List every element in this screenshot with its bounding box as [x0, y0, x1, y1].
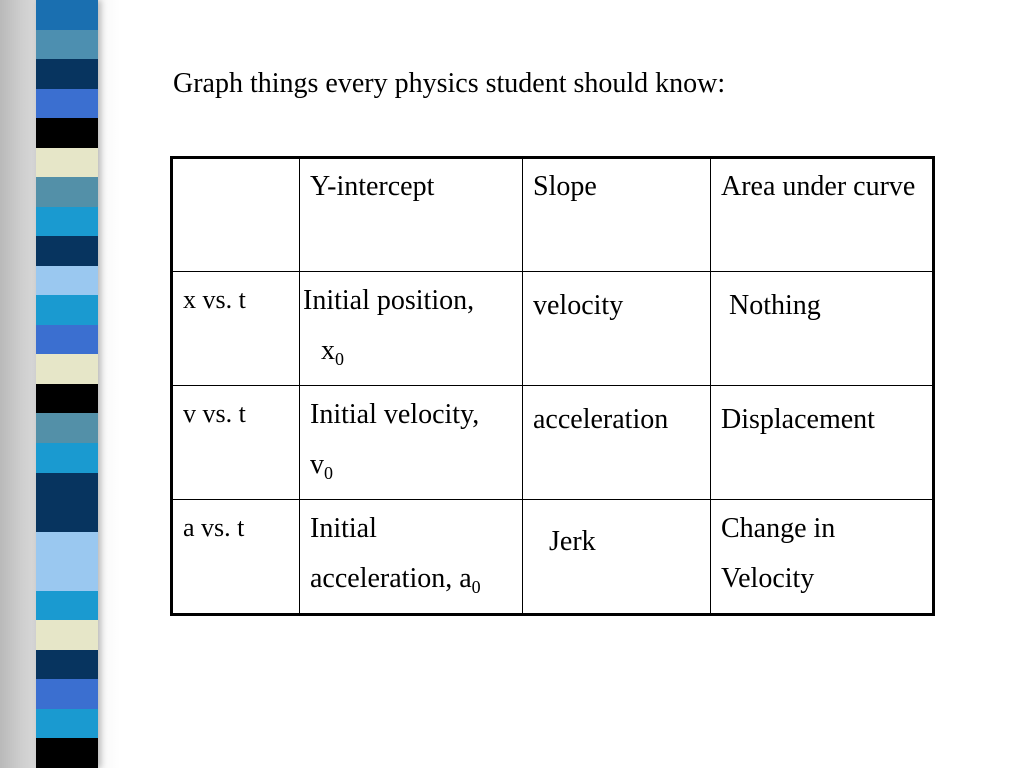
area-line-2: Velocity: [721, 563, 815, 594]
stripe-segment: [36, 738, 98, 768]
stripe-segment: [36, 30, 98, 60]
area-line-1: Change in: [721, 513, 836, 544]
intercept-text: Initial position,: [303, 285, 475, 316]
header-cell-y-intercept: Y-intercept: [300, 158, 523, 272]
intercept-symbol: acceleration, $a_0$: [310, 563, 481, 597]
header-cell-area: Area under curve: [711, 158, 934, 272]
intercept-text: Initial velocity,: [310, 399, 480, 430]
stripe-segment: [36, 59, 98, 89]
table-row: [172, 272, 934, 386]
cell-initial-acceleration: [300, 500, 523, 615]
stripe-segment: [36, 650, 98, 680]
cell-area-change-in-velocity: [711, 500, 934, 615]
stripe-segment: [36, 89, 98, 119]
intercept-text: Initial: [310, 513, 377, 544]
stripe-segment: [36, 443, 98, 473]
stripe-segment: [36, 118, 98, 148]
stripe-segment: [36, 620, 98, 650]
table-row: [172, 500, 934, 615]
stripe-segment: [36, 236, 98, 266]
cell-slope-jerk: Jerk: [523, 500, 711, 615]
stripe-segment: [36, 473, 98, 503]
header-cell-empty: [172, 158, 300, 272]
stripe-segment: [36, 325, 98, 355]
table-header-row: [172, 158, 934, 272]
stripe-segment: [36, 177, 98, 207]
stripe-segment: [36, 591, 98, 621]
stripe-segment: [36, 679, 98, 709]
intercept-symbol: $v_0$: [310, 449, 333, 483]
cell-initial-position: [300, 272, 523, 386]
stripe-segment: [36, 561, 98, 591]
stripe-segment: [36, 266, 98, 296]
stripe-segment: [36, 709, 98, 739]
stripe-segment: [36, 207, 98, 237]
table-row: [172, 386, 934, 500]
stripe-segment: [36, 148, 98, 178]
row-label-v-vs-t: v vs. t: [172, 386, 300, 500]
cell-area-nothing: Nothing: [711, 272, 934, 386]
row-label-a-vs-t: a vs. t: [172, 500, 300, 615]
stripe-segment: [36, 384, 98, 414]
header-cell-slope: Slope: [523, 158, 711, 272]
stripe-segment: [36, 502, 98, 532]
intercept-symbol: $x_0$: [321, 335, 344, 369]
stripe-segment: [36, 532, 98, 562]
stripe-segment: [36, 354, 98, 384]
stripe-segment: [36, 413, 98, 443]
row-label-x-vs-t: x vs. t: [172, 272, 300, 386]
slide-title: Graph things every physics student should know:: [173, 68, 726, 99]
decorative-color-stripe: [36, 0, 98, 768]
decorative-stripe-background: [0, 0, 120, 768]
stripe-segment: [36, 0, 98, 30]
stripe-segment: [36, 295, 98, 325]
cell-initial-velocity: [300, 386, 523, 500]
cell-slope-velocity: velocity: [523, 272, 711, 386]
cell-area-displacement: Displacement: [711, 386, 934, 500]
graph-facts-table: [170, 156, 935, 616]
cell-slope-acceleration: acceleration: [523, 386, 711, 500]
